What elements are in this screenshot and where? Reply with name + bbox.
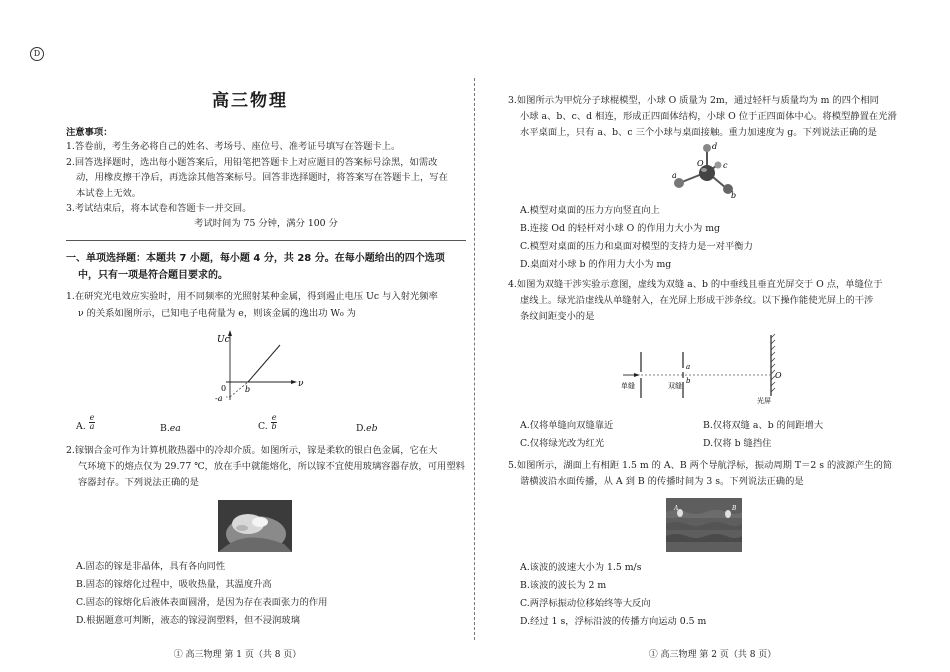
q3-label-o: O [697, 159, 704, 168]
q1-option-d: D.eb [356, 423, 378, 434]
q4-label-o: O [775, 371, 782, 380]
q3-option-a: A.模型对桌面的压力方向竖直向上 [520, 205, 660, 216]
section-heading: 一、单项选择题：本题共 7 小题，每小题 4 分，共 28 分。在每小题给出的四个选项 [66, 253, 445, 264]
q2-stem: 容器封存。下列说法正确的是 [78, 477, 199, 488]
q1-option-b: B.ea [160, 423, 181, 434]
q1-y-intercept: -a [215, 394, 223, 403]
q1-stem: ν 的关系如图所示，已知电子电荷量为 e，则该金属的逸出功 W₀ 为 [78, 308, 356, 319]
q4-option-a: A.仅将单缝向双缝靠近 [520, 420, 614, 431]
q5-label-b: B [732, 505, 737, 512]
q1-origin: 0 [221, 384, 227, 393]
q1-option-c: C. $\frac{e}{b}$ [258, 413, 277, 432]
section-heading: 中，只有一项是符合题目要求的。 [78, 270, 228, 281]
q3-option-b: B.连接 Od 的轻杆对小球 O 的作用力大小为 mg [520, 223, 720, 234]
q2-option-d: D.根据题意可判断，液态的镓浸润塑料，但不浸润玻璃 [76, 615, 300, 626]
q1-stem: 1.在研究光电效应实验时，用不同频率的光照射某种金属，得到遏止电压 Uc 与入射光频率 [66, 291, 438, 302]
q2-gallium-photo [218, 500, 292, 552]
q3-stem: 小球 a、b、c、d 相连，形成正四面体结构，小球 O 位于正四面体中心。将模型静置在光滑 [520, 111, 897, 122]
q4-label-double-slit: 双缝 [668, 382, 682, 390]
q4-stem: 条纹间距变小的是 [520, 311, 595, 322]
q4-option-c: C.仅将绿光改为红光 [520, 438, 605, 449]
q2-option-a: A.固态的镓是非晶体，具有各向同性 [76, 561, 226, 572]
q3-label-c: c [723, 161, 728, 170]
q4-label-a: a [686, 363, 691, 371]
q4-stem: 4.如图为双缝干涉实验示意图，虚线为双缝 a、b 的中垂线且垂直光屏交于 O 点，单缝位于 [508, 279, 883, 290]
q4-option-b: B.仅将双缝 a、b 的间距增大 [703, 420, 824, 431]
q4-stem: 虚线上。绿光沿虚线从单缝射入，在光屏上形成干涉条纹。以下操作能使光屏上的干涉 [520, 295, 874, 306]
q2-option-b: B.固态的镓熔化过程中，吸收热量，其温度升高 [76, 579, 272, 590]
q5-option-b: B.该波的波长为 2 m [520, 580, 607, 591]
q2-stem: 气环境下的熔点仅为 29.77 ℃，放在手中就能熔化，所以镓不宜使用玻璃容器存放，可用塑料 [78, 461, 465, 472]
q5-option-d: D.经过 1 s，浮标沿波的传播方向运动 0.5 m [520, 616, 707, 627]
notice-heading: 注意事项： [66, 127, 113, 138]
q5-option-c: C.两浮标振动位移始终等大反向 [520, 598, 651, 609]
exam-title: 高三物理 [212, 91, 288, 111]
q3-option-c: C.模型对桌面的压力和桌面对模型的支持力是一对平衡力 [520, 241, 753, 252]
notice-line: 3.考试结束后，将本试卷和答题卡一并交回。 [66, 203, 252, 214]
q5-stem: 5.如图所示，湖面上有相距 1.5 m 的 A、B 两个导航浮标，振动周期 T＝2 s 的波源产生的简 [508, 460, 893, 471]
page-footer: ① 高三物理 第 2 页（共 8 页） [648, 650, 777, 660]
q1-y-label: Uc [217, 335, 230, 345]
q2-option-c: C.固态的镓熔化后液体表面圆滑，是因为存在表面张力的作用 [76, 597, 328, 608]
q2-stem: 2.镓铟合金可作为计算机散热器中的冷却介质。如图所示，镓是柔软的银白色金属，它在大 [66, 445, 438, 456]
q5-label-a: A [674, 505, 679, 512]
notice-line: 2.回答选择题时，选出每小题答案后，用铅笔把答题卡上对应题目的答案标号涂黑，如需改 [66, 157, 438, 168]
q3-label-a: a [672, 171, 677, 180]
notice-line: 本试卷上无效。 [76, 188, 142, 199]
right-page [475, 0, 950, 672]
q5-option-a: A.该波的波速大小为 1.5 m/s [520, 562, 642, 573]
q1-x-intercept: b [245, 385, 251, 394]
q4-label-screen: 光屏 [757, 397, 771, 405]
q3-stem: 3.如图所示为甲烷分子球棍模型，小球 O 质量为 2m，通过轻杆与质量均为 m 的四个相同 [508, 95, 879, 106]
q1-x-label: ν [298, 379, 304, 389]
q4-label-single-slit: 单缝 [621, 382, 635, 390]
q1-option-a: A. $\frac{e}{a}$ [76, 413, 95, 432]
q1-graph-line [248, 345, 280, 382]
notice-line: 1.答卷前，考生务必将自己的姓名、考场号、座位号、准考证号填写在答题卡上。 [66, 141, 401, 152]
page-footer: ① 高三物理 第 1 页（共 8 页） [173, 650, 302, 660]
notice-line: 动，用橡皮擦干净后，再选涂其他答案标号。回答非选择题时，将答案写在答题卡上，写在 [76, 172, 448, 183]
q4-option-d: D.仅将 b 缝挡住 [703, 438, 772, 449]
exam-time: 考试时间为 75 分钟，满分 100 分 [194, 218, 338, 229]
q4-label-b: b [686, 377, 691, 385]
q5-lake-photo [666, 498, 742, 552]
q3-label-b: b [731, 191, 737, 200]
q5-stem: 谐横波沿水面传播，从 A 到 B 的传播时间为 3 s。下列说法正确的是 [520, 476, 804, 487]
corner-mark: D [30, 47, 44, 61]
q3-option-d: D.桌面对小球 b 的作用力大小为 mg [520, 259, 672, 270]
q3-stem: 水平桌面上，只有 a、b、c 三个小球与桌面接触。重力加速度为 g。下列说法正确的是 [520, 127, 877, 138]
q3-label-d: d [712, 142, 718, 151]
